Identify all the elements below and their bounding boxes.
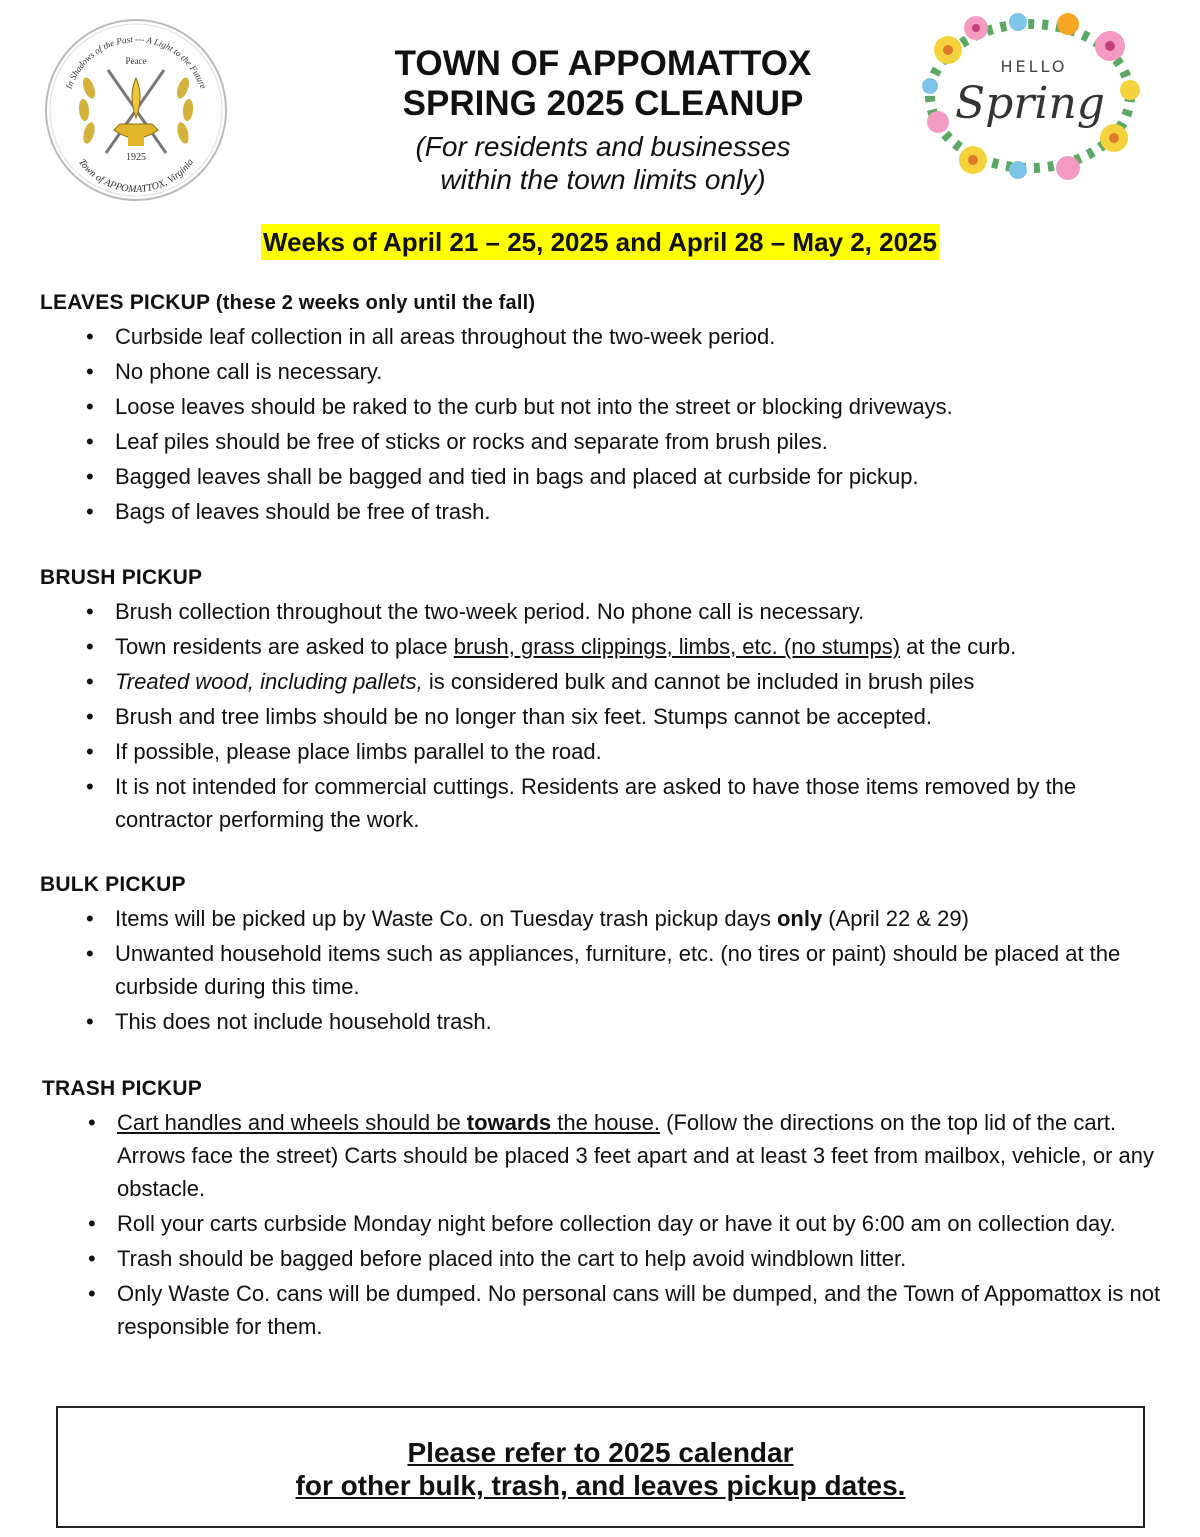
list-item: • Brush collection throughout the two-week period. No phone call is necessary. (86, 599, 865, 624)
title-line-1: TOWN OF APPOMATTOX (394, 44, 812, 83)
subtitle-line-1: (For residents and businesses (415, 131, 791, 162)
list-item: • Treated wood, including pallets, is considered bulk and cannot be included in brush piles (86, 669, 975, 694)
weeks-text: Weeks of April 21 – 25, 2025 and April 28 – May 2, 2025 (261, 224, 939, 260)
list-item: • Only Waste Co. cans will be dumped. No personal cans will be dumped, and the Town of Appomattox is not responsible for them. (88, 1281, 1161, 1339)
list-item: • Leaf piles should be free of sticks or rocks and separate from brush piles. (86, 429, 828, 454)
list-item: • Unwanted household items such as appliances, furniture, etc. (no tires or paint) should be placed at the curbside during this time. (86, 941, 1121, 999)
page-header (300, 44, 906, 196)
list-item: • Roll your carts curbside Monday night before collection day or have it out by 6:00 am on collection day. (88, 1211, 1116, 1236)
subtitle-line-2: within the town limits only) (440, 164, 766, 195)
hello-spring-badge (918, 10, 1142, 182)
seal-top-text: In Shadows of the Past --- A Light to the Future (63, 33, 209, 91)
list-item: • Curbside leaf collection in all areas throughout the two-week period. (86, 324, 776, 349)
notice-line-1: Please refer to 2025 calendar (407, 1437, 794, 1468)
list-item: • No phone call is necessary. (86, 359, 383, 384)
spring-word-text: Spring (955, 78, 1105, 129)
brush-heading: BRUSH PICKUP (40, 566, 203, 589)
leaves-section (40, 290, 1160, 530)
list-item: • This does not include household trash. (86, 1009, 492, 1034)
subtitle (300, 130, 906, 196)
brush-section (40, 565, 1160, 838)
list-item: • Trash should be bagged before placed into the cart to help avoid windblown litter. (88, 1246, 907, 1271)
list-item: • Bagged leaves shall be bagged and tied in bags and placed at curbside for pickup. (86, 464, 919, 489)
seal-bottom-text: Town of APPOMATTOX, Virginia (75, 156, 197, 196)
list-item: • It is not intended for commercial cuttings. Residents are asked to have those items removed by the contractor performing the work. (86, 774, 1077, 832)
title-line-2: SPRING 2025 CLEANUP (402, 84, 804, 123)
list-item: • Brush and tree limbs should be no longer than six feet. Stumps cannot be accepted. (86, 704, 932, 729)
spring-hello-text: HELLO (1000, 57, 1068, 76)
bulk-heading: BULK PICKUP (40, 873, 186, 896)
list-item: • Items will be picked up by Waste Co. on Tuesday trash pickup days only (April 22 & 29) (86, 906, 969, 931)
trash-heading: TRASH PICKUP (42, 1077, 202, 1100)
trash-list (42, 1106, 1162, 1343)
bulk-section (40, 872, 1160, 1040)
calendar-notice-box (56, 1406, 1145, 1528)
bulk-list (40, 902, 1160, 1038)
list-item: • Loose leaves should be raked to the curb but not into the street or blocking driveways. (86, 394, 953, 419)
brush-list (40, 595, 1160, 836)
leaves-heading-note: (these 2 weeks only until the fall) (215, 292, 536, 314)
weeks-banner (0, 224, 1200, 260)
notice-line-2: for other bulk, trash, and leaves pickup dates. (295, 1470, 906, 1501)
town-seal-logo (44, 18, 228, 202)
trash-section (42, 1076, 1162, 1345)
leaves-list (40, 320, 1160, 528)
seal-motto: Peace (125, 56, 147, 66)
leaves-heading-title: LEAVES PICKUP (40, 291, 210, 314)
leaves-heading (40, 290, 1160, 316)
list-item: • Town residents are asked to place brush, grass clippings, limbs, etc. (no stumps) at the curb. (86, 634, 1017, 659)
list-item: • Cart handles and wheels should be towards the house. (Follow the directions on the top lid of the cart. Arrows face the street) Carts should be placed 3 feet apart and at least 3 feet from mailbox, vehicle, or any obstacle. (88, 1110, 1154, 1201)
list-item: • If possible, please place limbs parallel to the road. (86, 739, 602, 764)
list-item: • Bags of leaves should be free of trash. (86, 499, 491, 524)
seal-year: 1925 (126, 152, 146, 163)
